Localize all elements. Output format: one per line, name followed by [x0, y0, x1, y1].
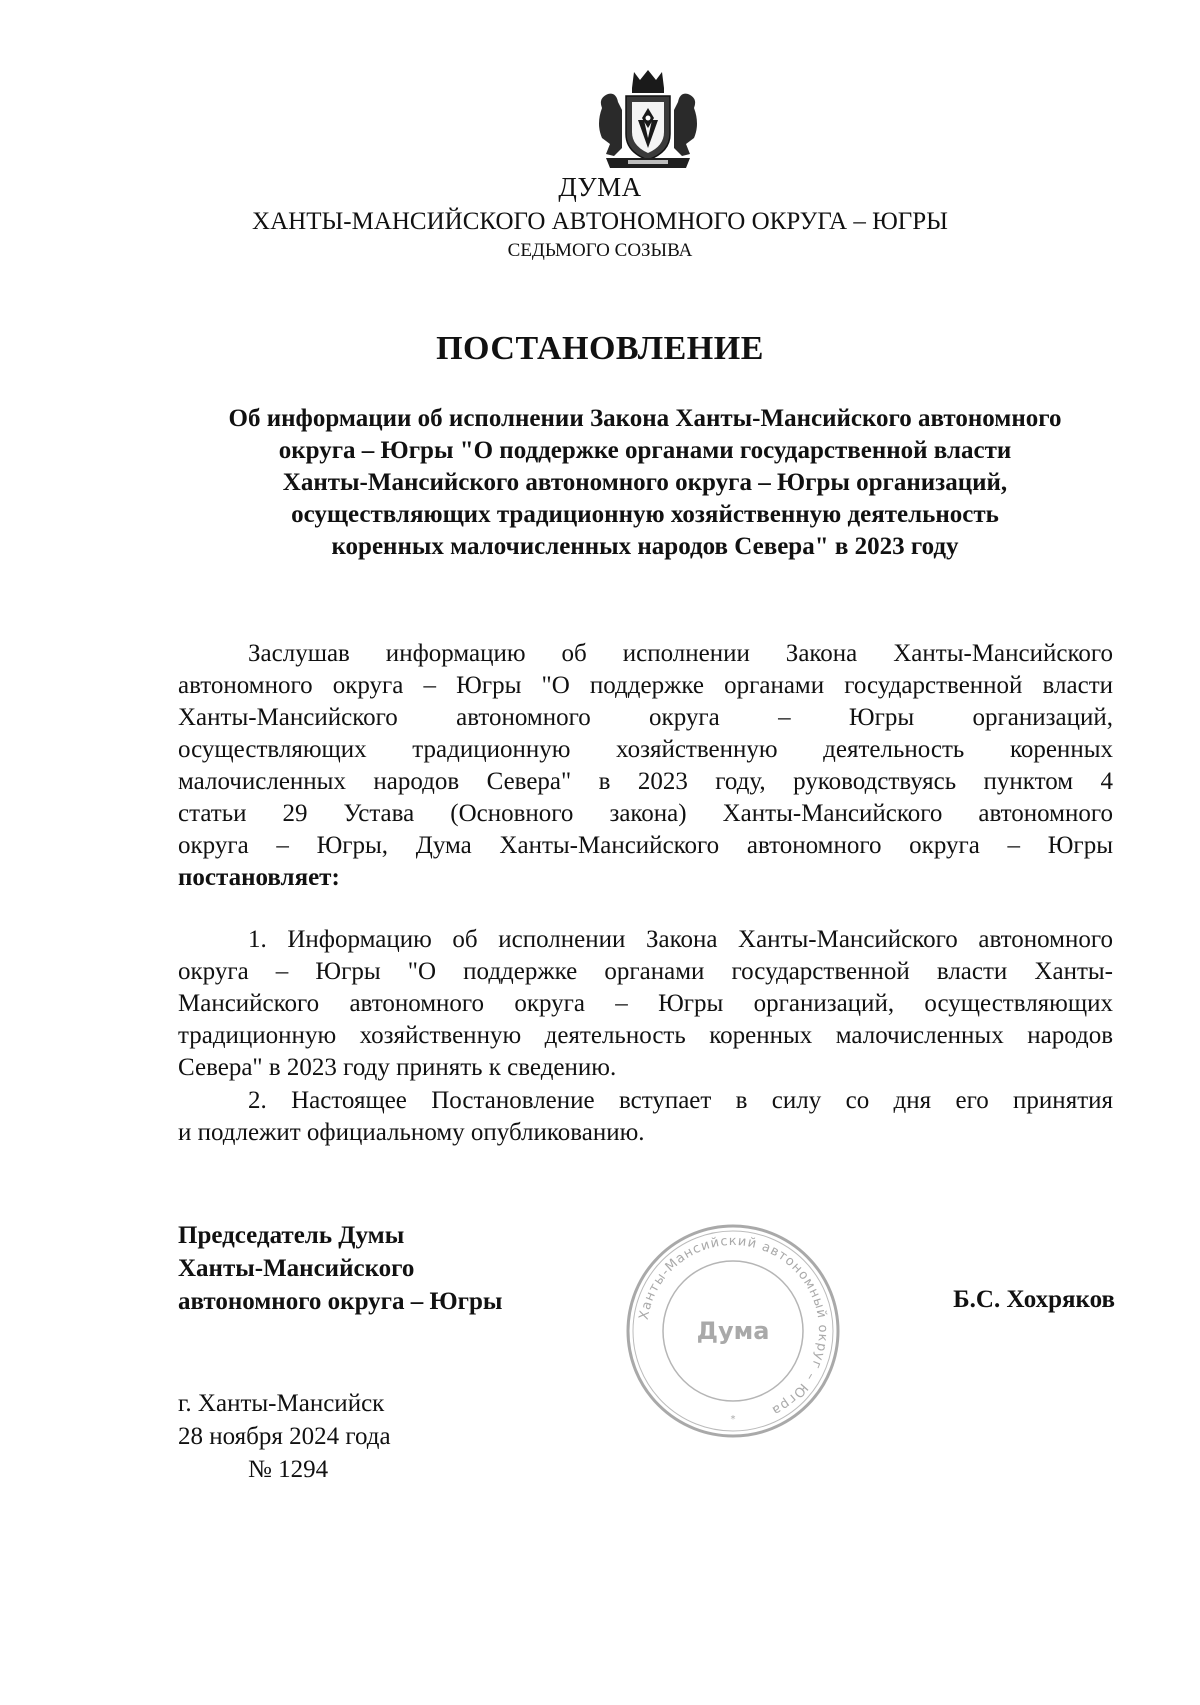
document-footer: [178, 1387, 391, 1486]
signer-line: Ханты-Мансийского: [178, 1255, 415, 1282]
paragraph-line: Ханты-Мансийского автономного округа – Югры организаций,: [178, 704, 1113, 731]
org-name: ДУМА: [558, 172, 642, 202]
convocation: СЕДЬМОГО СОЗЫВА: [507, 240, 693, 261]
paragraph-line: традиционную хозяйственную деятельность коренных малочисленных народов: [178, 1022, 1113, 1049]
signer-line: Председатель Думы: [178, 1222, 405, 1249]
paragraph-line: Мансийского автономного округа – Югры организаций, осуществляющих: [178, 990, 1113, 1017]
resolves-word: постановляет:: [178, 864, 340, 891]
title-line: Об информации об исполнении Закона Ханты-Мансийского автономного: [228, 405, 1062, 432]
paragraph-line: осуществляющих традиционную хозяйственную деятельность коренных: [178, 736, 1113, 763]
clause-1: [178, 924, 1113, 1084]
paragraph-line: Заслушав информацию об исполнении Закона Ханты-Мансийского: [248, 640, 1113, 667]
paragraph-line: округа – Югры "О поддержке органами государственной власти Ханты-: [178, 958, 1113, 985]
paragraph-line: 2. Настоящее Постановление вступает в силу со дня его принятия: [248, 1087, 1113, 1114]
clause-2: [178, 1085, 1113, 1149]
title-line: округа – Югры "О поддержке органами государственной власти: [278, 437, 1012, 464]
paragraph-line: автономного округа – Югры "О поддержке органами государственной власти: [178, 672, 1113, 699]
document-type: ПОСТАНОВЛЕНИЕ: [436, 330, 764, 367]
title-line: осуществляющих традиционную хозяйственную деятельность: [291, 501, 999, 528]
svg-text:Ханты-Мансийский автономный ок: Ханты-Мансийский автономный округ – Югра: [636, 1233, 831, 1419]
paragraph-line: 1. Информацию об исполнении Закона Ханты-Мансийского автономного: [248, 926, 1113, 953]
date: 28 ноября 2024 года: [178, 1423, 391, 1450]
svg-text:*: *: [730, 1414, 736, 1425]
paragraph-line: малочисленных народов Севера" в 2023 году, руководствуясь пунктом 4: [178, 768, 1113, 795]
title-line: коренных малочисленных народов Севера" в 2023 году: [331, 533, 959, 560]
city: г. Ханты-Мансийск: [178, 1390, 385, 1417]
signer-position: [178, 1219, 502, 1318]
signer-line: автономного округа – Югры: [178, 1288, 503, 1315]
coat-of-arms-icon: [592, 68, 704, 172]
org-region: ХАНТЫ-МАНСИЙСКОГО АВТОНОМНОГО ОКРУГА – ЮГРЫ: [252, 208, 948, 235]
paragraph-line: и подлежит официальному опубликованию.: [178, 1119, 645, 1146]
title-line: Ханты-Мансийского автономного округа – Югры организаций,: [282, 469, 1008, 496]
paragraph-line: статьи 29 Устава (Основного закона) Ханты-Мансийского автономного: [178, 800, 1113, 827]
document-title: [175, 403, 1115, 563]
paragraph-line: округа – Югры, Дума Ханты-Мансийского автономного округа – Югры: [178, 832, 1113, 859]
document-number: № 1294: [248, 1456, 329, 1483]
preamble-paragraph: [178, 638, 1113, 894]
signer-name: Б.С. Хохряков: [953, 1286, 1115, 1313]
paragraph-line: Севера" в 2023 году принять к сведению.: [178, 1054, 617, 1081]
stamp-center-text: Дума: [696, 1317, 770, 1345]
seal-stamp: [622, 1220, 844, 1442]
